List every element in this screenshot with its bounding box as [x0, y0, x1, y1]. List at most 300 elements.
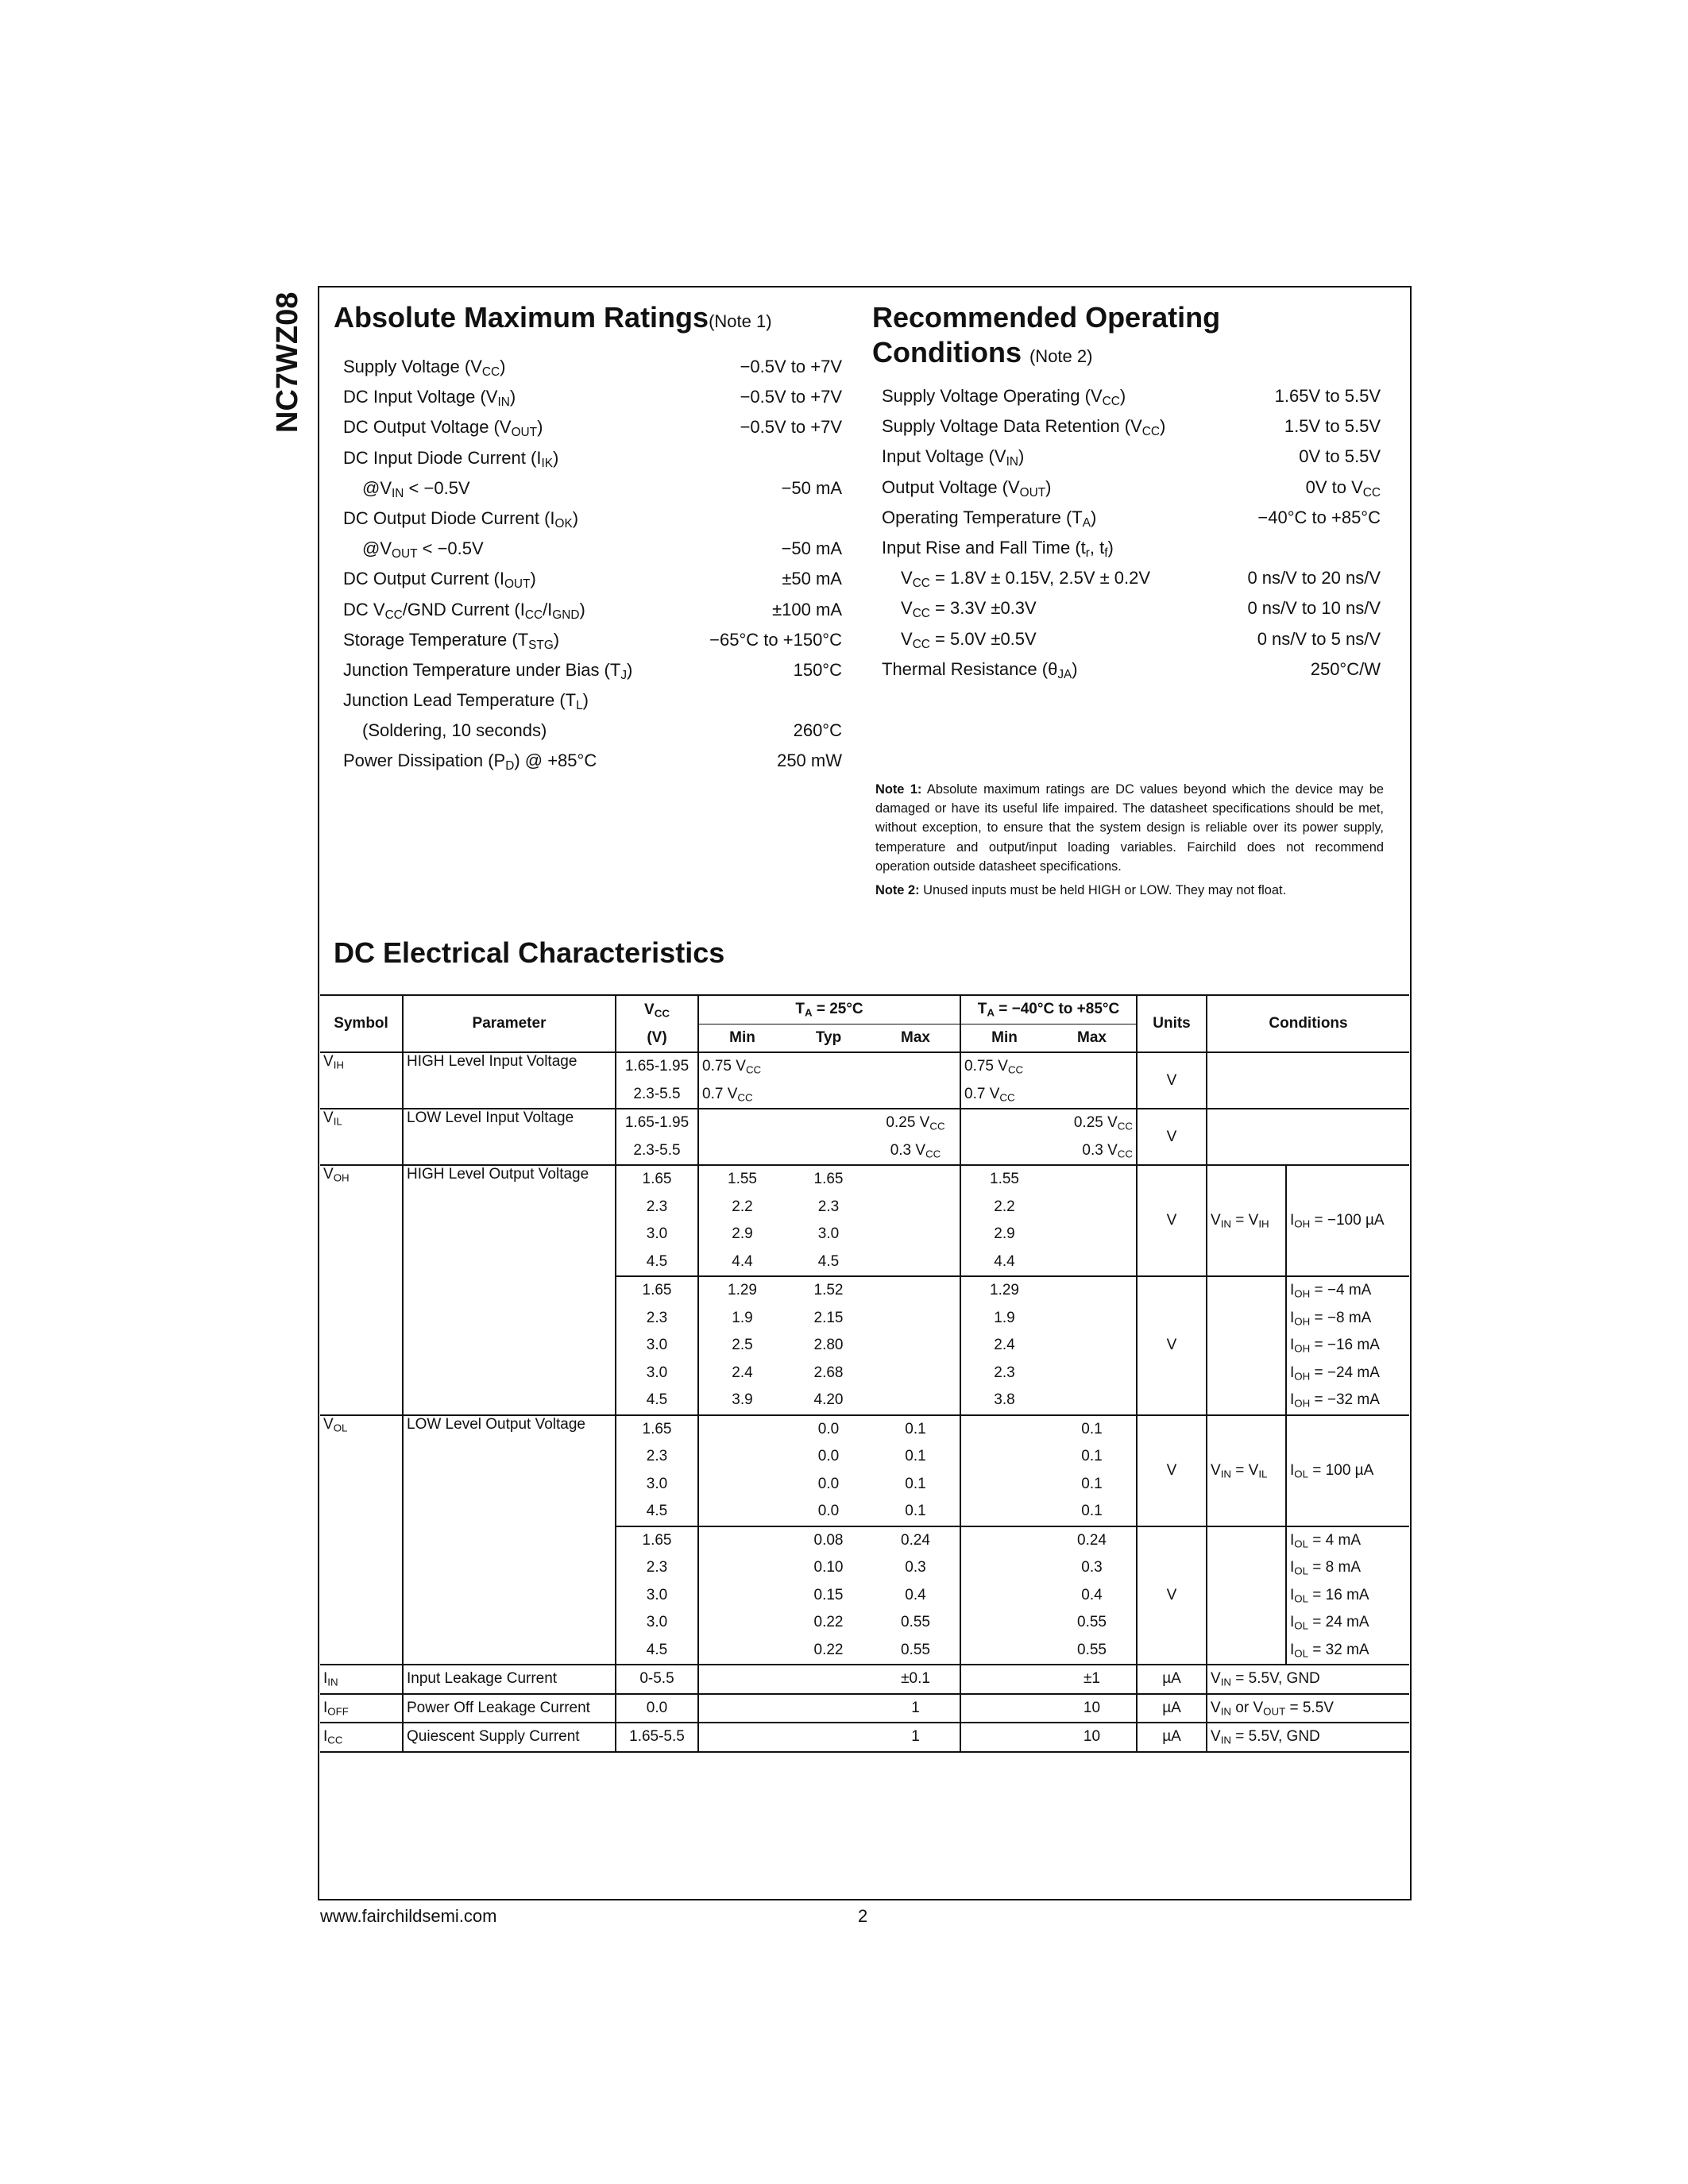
units-cell: µA: [1137, 1694, 1207, 1723]
min2-cell: 2.2: [960, 1194, 1048, 1221]
max2-cell: 0.25 $V_{CC}$: [1073, 1114, 1133, 1133]
condition-b-cell: $I_{OH} = -100$ µA: [1286, 1165, 1409, 1276]
table-cell: [1048, 1052, 1137, 1081]
conditions-cell: $V_{IN} = 5.5V$, GND: [1207, 1723, 1409, 1752]
roc-value: −40°C to +85°C: [1257, 507, 1381, 527]
amr-label: DC Input Diode Current $(I_{IK})$: [343, 447, 559, 470]
roc-label: Supply Voltage Operating $(V_{CC})$: [882, 386, 1126, 408]
symbol-cell: $V_{IL}$: [320, 1109, 403, 1165]
max2-cell: [1048, 1276, 1137, 1305]
max-cell: 0.3 $V_{CC}$: [871, 1137, 960, 1166]
table-cell: [698, 1109, 786, 1137]
vcc-cell: 2.3-5.5: [616, 1081, 698, 1109]
roc-row: [882, 624, 1381, 654]
max-cell: 0.25 $V_{CC}$: [886, 1114, 945, 1133]
amr-row: [343, 352, 842, 382]
roc-value: 0V to 5.5V: [1299, 446, 1381, 467]
table-cell: [786, 1109, 871, 1137]
units-cell: V: [1137, 1052, 1207, 1109]
condition-a-cell: [1207, 1526, 1286, 1665]
typ-cell: 0.08: [813, 1531, 844, 1549]
amr-row: [343, 382, 842, 412]
typ-cell: 2.68: [813, 1364, 844, 1381]
note-1-text: Absolute maximum ratings are DC values beyond which the device may be damaged or have its useful life impaired. The datasheet specifications should be met, without exception, to ensure that the system design is reliable over its power supply, temperature and output/input loading variables. Fairchild does not recommend operation outside datasheet specifications.: [875, 782, 1384, 874]
note-2-text: Unused inputs must be held HIGH or LOW. They may not float.: [923, 883, 1287, 898]
vcc-cell: 1.65: [616, 1415, 698, 1444]
max2-cell: 0.3 $V_{CC}$: [1048, 1137, 1137, 1166]
parameter-cell: HIGH Level Input Voltage: [403, 1052, 616, 1109]
roc-label: $V_{CC} = 3.3V \pm 0.3V$: [901, 598, 1037, 621]
max-cell: 0.1: [905, 1448, 926, 1465]
table-row: [320, 1694, 1409, 1723]
table-cell: [960, 1665, 1048, 1694]
dc-table: [320, 994, 1409, 1753]
condition-b-cell: $I_{OH} = -4$ mA: [1286, 1276, 1409, 1305]
condition-a-cell: $V_{IN} = V_{IH}$: [1207, 1165, 1286, 1276]
max-cell: [871, 1276, 960, 1305]
max-cell: 0.4: [905, 1586, 926, 1603]
units-cell: V: [1137, 1109, 1207, 1165]
typ-cell: 3.0: [817, 1225, 840, 1243]
vcc-cell: 0-5.5: [616, 1665, 698, 1694]
vcc-cell: 3.0: [616, 1609, 698, 1637]
roc-row: [882, 473, 1381, 503]
table-cell: [960, 1723, 1048, 1752]
max2-cell: 0.1: [1081, 1420, 1103, 1437]
max2-cell: 0.24: [1077, 1531, 1107, 1549]
condition-b-cell: $I_{OH} = -8$ mA: [1286, 1305, 1409, 1333]
roc-value: 0V to $V_{CC}$: [1305, 477, 1381, 500]
table-cell: [871, 1052, 960, 1081]
roc-label: $V_{CC} = 5.0V \pm 0.5V$: [901, 628, 1037, 651]
vcc-cell: 4.5: [616, 1498, 698, 1526]
max-cell: [871, 1165, 960, 1194]
roc-label: Output Voltage $(V_{OUT})$: [882, 477, 1052, 500]
amr-label: $@V_{IN} < -0.5V$: [362, 477, 470, 500]
min2-cell: 2.9: [960, 1221, 1048, 1248]
symbol-cell: $V_{OL}$: [320, 1415, 403, 1665]
parameter-cell: Power Off Leakage Current: [403, 1694, 616, 1723]
conditions-cell: [1207, 1109, 1409, 1165]
hdr-min: Min: [698, 1024, 786, 1052]
amr-row: [343, 564, 842, 594]
vcc-cell: 4.5: [616, 1387, 698, 1415]
hdr-ta-range: $T_A = -40^\circ C$ to +85°C: [960, 995, 1137, 1024]
amr-row: [343, 685, 842, 716]
max-cell: 0.24: [901, 1531, 930, 1549]
amr-value: −0.5V to +7V: [740, 417, 842, 438]
max2-cell: [1048, 1305, 1137, 1333]
amr-row: [343, 716, 842, 746]
max2-cell: 10: [1048, 1694, 1137, 1723]
max-cell: ±0.1: [871, 1665, 960, 1694]
table-row: [320, 1052, 1409, 1081]
amr-value: 260°C: [793, 720, 842, 741]
typ-cell: 0.15: [813, 1586, 844, 1603]
roc-row: [882, 654, 1381, 685]
roc-list: [882, 381, 1381, 685]
roc-label: Operating Temperature $(T_A)$: [882, 507, 1097, 530]
min2-cell: [960, 1554, 1048, 1582]
part-number-text: NC7WZ08: [271, 291, 304, 433]
max-cell: [871, 1332, 960, 1360]
roc-row: [882, 533, 1381, 563]
roc-value: 0 ns/V to 20 ns/V: [1247, 568, 1381, 588]
condition-b-cell: $I_{OL} = 4$ mA: [1286, 1526, 1409, 1555]
table-cell: [786, 1137, 871, 1166]
vcc-cell: 3.0: [616, 1471, 698, 1499]
condition-b-cell: $I_{OL} = 24$ mA: [1286, 1609, 1409, 1637]
min2-cell: 1.9: [960, 1305, 1048, 1333]
roc-row: [882, 442, 1381, 472]
amr-row: [343, 595, 842, 625]
max-cell: 1: [871, 1723, 960, 1752]
roc-row: [882, 563, 1381, 593]
hdr-vcc-sub: CC: [654, 1006, 670, 1019]
amr-label: Power Dissipation $(P_D)$ @ +85°C: [343, 751, 597, 774]
min2-cell: 1.29: [960, 1276, 1048, 1305]
roc-row: [882, 411, 1381, 442]
table-cell: [960, 1109, 1048, 1137]
dc-table-body: [320, 1052, 1409, 1752]
max-cell: [871, 1387, 960, 1415]
parameter-cell: LOW Level Output Voltage: [403, 1415, 616, 1665]
note-2: [875, 881, 1384, 900]
condition-a-cell: [1207, 1276, 1286, 1415]
max2-cell: 0.4: [1081, 1586, 1103, 1603]
min-cell: 3.9: [698, 1387, 786, 1415]
vcc-cell: 3.0: [616, 1332, 698, 1360]
amr-row: [343, 473, 842, 504]
vcc-cell: 2.3: [616, 1305, 698, 1333]
hdr-min-2: Min: [960, 1024, 1048, 1052]
amr-value: −50 mA: [781, 477, 842, 498]
table-cell: [786, 1665, 871, 1694]
roc-row: [882, 593, 1381, 623]
max2-cell: [1048, 1360, 1137, 1387]
min-cell: 4.4: [698, 1248, 786, 1277]
hdr-vcc-unit: (V): [616, 1024, 698, 1052]
condition-b-cell: $I_{OH} = -16$ mA: [1286, 1332, 1409, 1360]
typ-cell: 1.65: [813, 1171, 844, 1188]
side-part-number: [268, 284, 305, 434]
amr-title: Absolute Maximum Ratings: [334, 301, 709, 334]
min2-cell: [960, 1637, 1048, 1665]
min-cell: [698, 1443, 786, 1471]
roc-label: $V_{CC} = 1.8V \pm 0.15V$, 2.5V ± 0.2V: [901, 568, 1151, 590]
min2-cell: [960, 1415, 1048, 1444]
min-cell: 0.7 $V_{CC}$: [698, 1081, 786, 1109]
amr-row: [343, 655, 842, 685]
hdr-vcc-v: V: [644, 1001, 655, 1018]
max2-cell: 0.3: [1081, 1559, 1103, 1576]
hdr-symbol: Symbol: [320, 995, 403, 1052]
max2-cell: 0.1: [1081, 1448, 1103, 1465]
min2-cell: 0.7 $V_{CC}$: [960, 1081, 1048, 1109]
min-cell: 2.5: [698, 1332, 786, 1360]
roc-label: Input Voltage $(V_{IN})$: [882, 446, 1025, 469]
min-cell: 1.9: [698, 1305, 786, 1333]
table-cell: [698, 1665, 786, 1694]
max2-cell: 0.1: [1081, 1475, 1103, 1492]
max-cell: 0.55: [901, 1614, 930, 1631]
amr-value: 150°C: [793, 659, 842, 680]
typ-cell: 0.0: [817, 1420, 840, 1437]
condition-b-cell: $I_{OL} = 8$ mA: [1286, 1554, 1409, 1582]
vcc-cell: 2.3: [616, 1194, 698, 1221]
amr-label: $@V_{OUT} < -0.5V$: [362, 538, 484, 561]
roc-heading-line2: [872, 335, 1092, 374]
roc-row: [882, 381, 1381, 411]
min-cell: [698, 1609, 786, 1637]
dc-heading: [334, 936, 724, 970]
amr-label: Junction Temperature under Bias $(T_J)$: [343, 659, 633, 682]
amr-value: −0.5V to +7V: [740, 357, 842, 376]
min-cell: 2.9: [698, 1221, 786, 1248]
dc-header-row-1: [320, 995, 1409, 1024]
amr-heading: [334, 300, 772, 339]
min-cell: 0.75 $V_{CC}$: [698, 1052, 786, 1081]
table-cell: [698, 1723, 786, 1752]
units-cell: µA: [1137, 1665, 1207, 1694]
amr-value: −50 mA: [781, 538, 842, 559]
min-cell: 1.55: [698, 1165, 786, 1194]
hdr-units: Units: [1137, 995, 1207, 1052]
min2-cell: [960, 1526, 1048, 1555]
max2-cell: 0.55: [1077, 1614, 1107, 1631]
amr-value: ±100 mA: [772, 599, 842, 619]
min2-cell: 3.8: [960, 1387, 1048, 1415]
table-cell: [698, 1694, 786, 1723]
note-1: [875, 780, 1384, 876]
table-cell: [698, 1137, 786, 1166]
min-cell: [698, 1554, 786, 1582]
amr-label: DC Output Voltage $(V_{OUT})$: [343, 417, 543, 440]
max2-cell: [1048, 1248, 1137, 1277]
min2-cell: [960, 1582, 1048, 1610]
max-cell: 1: [871, 1694, 960, 1723]
roc-value: 0 ns/V to 5 ns/V: [1257, 628, 1381, 649]
note-2-label: Note 2:: [875, 883, 920, 898]
min2-cell: [960, 1609, 1048, 1637]
min2-cell: [960, 1471, 1048, 1499]
dc-title: DC Electrical Characteristics: [334, 936, 725, 969]
vcc-cell: 1.65: [616, 1276, 698, 1305]
amr-label: (Soldering, 10 seconds): [362, 720, 547, 741]
vcc-cell: 1.65: [616, 1526, 698, 1555]
amr-label: DC Output Diode Current $(I_{OK})$: [343, 507, 579, 531]
units-cell: V: [1137, 1276, 1207, 1415]
table-cell: [786, 1081, 871, 1109]
vcc-cell: 2.3: [616, 1443, 698, 1471]
min2-cell: [960, 1443, 1048, 1471]
amr-list: [343, 352, 842, 777]
amr-value: ±50 mA: [782, 569, 842, 589]
typ-cell: 4.20: [786, 1387, 871, 1415]
condition-b-cell: $I_{OL} = 32$ mA: [1286, 1637, 1409, 1665]
max-cell: [871, 1305, 960, 1333]
roc-value: 1.5V to 5.5V: [1284, 416, 1381, 437]
units-cell: µA: [1137, 1723, 1207, 1752]
units-cell: V: [1137, 1415, 1207, 1526]
amr-value: 250 mW: [777, 751, 842, 771]
roc-label: Input Rise and Fall Time ($t_r$, $t_f$): [882, 537, 1114, 560]
min-cell: [698, 1471, 786, 1499]
notes-block: [875, 780, 1384, 905]
amr-row: [343, 504, 842, 534]
hdr-max-2: Max: [1048, 1024, 1137, 1052]
typ-cell: 4.5: [786, 1248, 871, 1277]
hdr-typ: Typ: [786, 1024, 871, 1052]
amr-label: DC $V_{CC}$/GND Current $(I_{CC}/I_{GND})$: [343, 599, 585, 622]
max-cell: [871, 1360, 960, 1387]
amr-row: [343, 412, 842, 442]
hdr-vcc: [616, 995, 698, 1024]
typ-cell: 0.0: [786, 1498, 871, 1526]
parameter-cell: LOW Level Input Voltage: [403, 1109, 616, 1165]
roc-note-ref: (Note 2): [1029, 346, 1093, 366]
units-cell: V: [1137, 1165, 1207, 1276]
min-cell: 2.2: [698, 1194, 786, 1221]
max2-cell: [1048, 1165, 1137, 1194]
parameter-cell: Quiescent Supply Current: [403, 1723, 616, 1752]
min-cell: [698, 1498, 786, 1526]
table-cell: [1048, 1081, 1137, 1109]
table-row: [320, 1723, 1409, 1752]
page-number: 2: [858, 1906, 868, 1926]
min2-cell: 0.75 $V_{CC}$: [960, 1052, 1048, 1081]
amr-label: DC Output Current $(I_{OUT})$: [343, 569, 536, 592]
condition-b-cell: $I_{OH} = -24$ mA: [1286, 1360, 1409, 1387]
typ-cell: 0.0: [817, 1448, 840, 1465]
min2-cell: 2.3: [960, 1360, 1048, 1387]
max-cell: [871, 1194, 960, 1221]
max-cell: [871, 1248, 960, 1277]
conditions-cell: $V_{IN}$ or $V_{OUT} = 5.5V$: [1207, 1694, 1409, 1723]
typ-cell: 0.10: [813, 1559, 844, 1576]
min-cell: 2.4: [698, 1360, 786, 1387]
roc-value: 250°C/W: [1310, 658, 1381, 679]
min2-cell: [960, 1498, 1048, 1526]
parameter-cell: Input Leakage Current: [403, 1665, 616, 1694]
symbol-cell: $V_{IH}$: [320, 1052, 403, 1109]
units-cell: V: [1137, 1526, 1207, 1665]
hdr-conditions: Conditions: [1207, 995, 1409, 1052]
amr-value: −0.5V to +7V: [740, 387, 842, 407]
vcc-cell: 3.0: [616, 1582, 698, 1610]
amr-label: Storage Temperature $(T_{STG})$: [343, 629, 560, 652]
min-cell: [698, 1415, 786, 1444]
min-cell: [698, 1637, 786, 1665]
min2-cell: 1.55: [960, 1165, 1048, 1194]
vcc-cell: 3.0: [616, 1360, 698, 1387]
amr-label: DC Input Voltage $(V_{IN})$: [343, 387, 516, 410]
vcc-cell: 4.5: [616, 1637, 698, 1665]
conditions-cell: $V_{IN} = 5.5V$, GND: [1207, 1665, 1409, 1694]
vcc-cell: 1.65-5.5: [616, 1723, 698, 1752]
typ-cell: 0.22: [786, 1637, 871, 1665]
roc-value: 0 ns/V to 10 ns/V: [1247, 598, 1381, 619]
amr-label: Junction Lead Temperature $(T_L)$: [343, 690, 589, 712]
typ-cell: 2.3: [817, 1198, 840, 1215]
table-cell: [871, 1081, 960, 1109]
roc-value: 1.65V to 5.5V: [1274, 386, 1381, 406]
amr-note-ref: (Note 1): [709, 311, 772, 331]
hdr-ta25: $T_A = 25^\circ C$: [698, 995, 960, 1024]
table-row: [320, 1165, 1409, 1194]
roc-label: Supply Voltage Data Retention $(V_{CC})$: [882, 416, 1166, 439]
typ-cell: 2.80: [813, 1337, 844, 1354]
max-cell: 0.55: [871, 1637, 960, 1665]
max2-cell: 0.55: [1048, 1637, 1137, 1665]
table-cell: [786, 1694, 871, 1723]
amr-row: [343, 534, 842, 564]
max2-cell: [1048, 1194, 1137, 1221]
vcc-cell: 1.65-1.95: [616, 1109, 698, 1137]
max-cell: 0.1: [905, 1420, 926, 1437]
condition-b-cell: $I_{OL} = 100$ µA: [1286, 1415, 1409, 1526]
max-cell: 0.3: [905, 1559, 926, 1576]
vcc-cell: 1.65-1.95: [616, 1052, 698, 1081]
max2-cell: 0.1: [1048, 1498, 1137, 1526]
symbol-cell: $I_{OFF}$: [320, 1694, 403, 1723]
max-cell: 0.1: [871, 1498, 960, 1526]
max-cell: [871, 1221, 960, 1248]
hdr-parameter: Parameter: [403, 995, 616, 1052]
amr-row: [343, 625, 842, 655]
roc-label: Thermal Resistance $(\theta_{JA})$: [882, 658, 1078, 681]
note-1-label: Note 1:: [875, 782, 922, 797]
vcc-cell: 0.0: [616, 1694, 698, 1723]
vcc-cell: 4.5: [616, 1248, 698, 1277]
condition-a-cell: $V_{IN} = V_{IL}$: [1207, 1415, 1286, 1526]
min-cell: [698, 1582, 786, 1610]
table-cell: [786, 1723, 871, 1752]
max2-cell: ±1: [1048, 1665, 1137, 1694]
amr-value: −65°C to +150°C: [709, 629, 842, 650]
table-row: [320, 1665, 1409, 1694]
footer-url[interactable]: www.fairchildsemi.com: [320, 1906, 497, 1926]
min-cell: [698, 1526, 786, 1555]
roc-title-line1: Recommended Operating: [872, 301, 1221, 334]
typ-cell: 0.0: [817, 1475, 840, 1492]
typ-cell: 2.15: [813, 1309, 844, 1326]
condition-b-cell: $I_{OH} = -32$ mA: [1286, 1387, 1409, 1415]
table-row: [320, 1415, 1409, 1444]
parameter-cell: HIGH Level Output Voltage: [403, 1165, 616, 1415]
amr-row: [343, 443, 842, 473]
max-cell: 0.1: [905, 1475, 926, 1492]
symbol-cell: $I_{IN}$: [320, 1665, 403, 1694]
vcc-cell: 3.0: [616, 1221, 698, 1248]
min2-cell: 2.4: [960, 1332, 1048, 1360]
roc-title-line2: Conditions: [872, 336, 1022, 369]
roc-heading-line1: [872, 300, 1220, 335]
amr-row: [343, 746, 842, 776]
roc-row: [882, 503, 1381, 533]
max2-cell: 10: [1048, 1723, 1137, 1752]
typ-cell: 1.52: [813, 1282, 844, 1299]
max2-cell: [1048, 1387, 1137, 1415]
typ-cell: 0.22: [813, 1614, 844, 1631]
vcc-cell: 2.3-5.5: [616, 1137, 698, 1166]
max2-cell: [1048, 1221, 1137, 1248]
hdr-max: Max: [871, 1024, 960, 1052]
vcc-cell: 2.3: [616, 1554, 698, 1582]
min2-cell: 4.4: [960, 1248, 1048, 1277]
amr-label: Supply Voltage $(V_{CC})$: [343, 357, 506, 379]
table-cell: [960, 1694, 1048, 1723]
